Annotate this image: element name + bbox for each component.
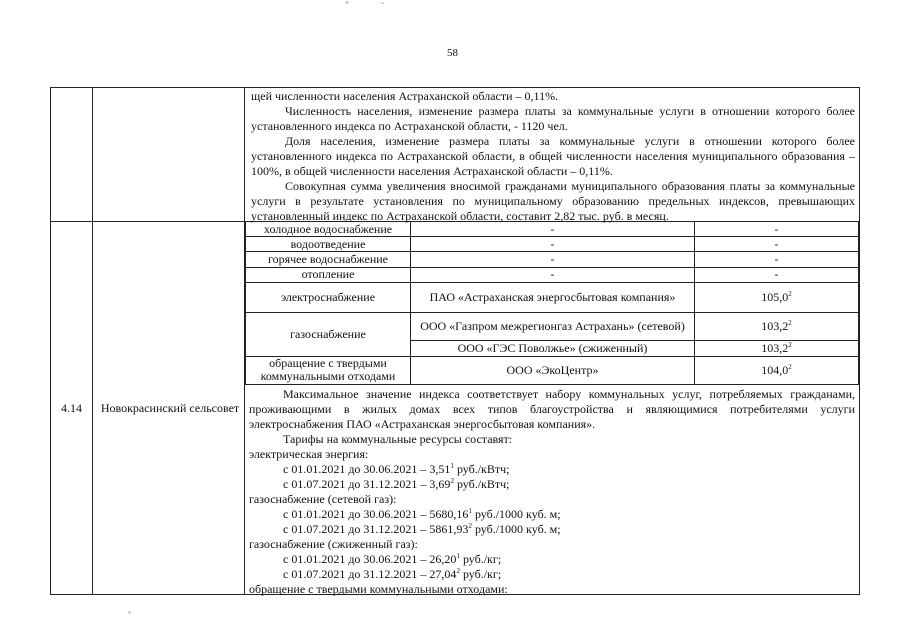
service-row (246, 222, 859, 237)
row-number: 4.14 (61, 401, 82, 415)
tariff-group-title: газоснабжение (сетевой газ): (249, 492, 397, 506)
tariff-item (249, 507, 855, 522)
service-name: газоснабжение (246, 313, 411, 357)
service-provider: ООО «ГЭС Поволжье» (сжиженный) (411, 341, 695, 356)
service-name: водоотведение (246, 237, 411, 252)
tariff-item (249, 477, 855, 492)
service-row (246, 356, 859, 384)
tariff-item (249, 552, 855, 567)
service-provider: - (411, 237, 695, 252)
top-line-2: Доля населения, изменение размера платы за коммунальные услуги в отношении которого более установленного индекса по Астраханской области, в общей численности населения муниципального образования – 100%, в общей численности населения Астраханской области – 0,11%. (251, 134, 855, 178)
service-row (246, 267, 859, 282)
scan-speck (345, 1, 349, 4)
service-provider: ООО «Газпром межрегионгаз Астрахань» (сетевой) (411, 313, 695, 341)
service-index: - (695, 252, 859, 267)
service-index (695, 341, 859, 356)
footnote-mark: 2 (456, 567, 460, 575)
service-name: отопление (246, 267, 411, 282)
top-line-3: Совокупная сумма увеличения вносимой гражданами муниципального образования платы за коммунальные услуги в результате установления по муниципальному образованию предельных индексов, превышающих установленный индекс по Астраханской области, составит 2,82 тыс. руб. в месяц. (251, 179, 855, 223)
index-value: 104,0 (761, 362, 789, 377)
service-index (695, 356, 859, 384)
footnote-mark: 2 (788, 319, 792, 328)
scan-speck (381, 2, 384, 4)
footnote-mark: 1 (456, 552, 460, 560)
index-value: 105,0 (761, 289, 789, 304)
page-number: 58 (447, 47, 458, 59)
tariff-item-value: с 01.07.2021 до 31.12.2021 – 3,69 (283, 477, 451, 491)
tariff-item (249, 567, 855, 582)
tariff-item-value: с 01.01.2021 до 30.06.2021 – 5680,16 (283, 507, 469, 521)
footnote-mark: 1 (450, 462, 454, 470)
service-index: - (695, 237, 859, 252)
footnote-mark: 2 (788, 340, 792, 349)
bottom-cell-text (249, 387, 855, 597)
tariff-item (249, 462, 855, 477)
service-provider: - (411, 267, 695, 282)
top-line-0: щей численности населения Астраханской области – 0,11%. (251, 89, 559, 103)
tariff-group-title: газоснабжение (сжиженный газ): (249, 537, 418, 551)
footnote-mark: 2 (788, 362, 792, 371)
tariff-item-value: с 01.01.2021 до 30.06.2021 – 26,20 (283, 552, 457, 566)
top-line-1: Численность населения, изменение размера платы за коммунальные услуги в отношении которого более установленного индекса по Астраханской области, - 1120 чел. (251, 104, 855, 133)
tariff-item-value: с 01.07.2021 до 31.12.2021 – 5861,93 (283, 522, 469, 536)
services-table (245, 221, 859, 385)
footnote-mark: 2 (788, 289, 792, 298)
bottom-intro: Максимальное значение индекса соответствует набору коммунальных услуг, потребляемых гражданами, проживающими в жилых домах всех типов благоустройства и являющимися потребителями услуги электроснабжения ПАО «Астраханская энергосбытовая компания». (249, 387, 855, 431)
tariff-item-unit: руб./кВтч; (453, 477, 510, 491)
service-index (695, 282, 859, 312)
tariff-group-title: электрическая энергия: (249, 447, 369, 461)
index-value: 103,2 (761, 319, 789, 334)
tariff-item-value: с 01.01.2021 до 30.06.2021 – 3,51 (283, 462, 451, 476)
tariffs-heading: Тарифы на коммунальные ресурсы составят: (283, 432, 513, 446)
service-name: холодное водоснабжение (246, 222, 411, 237)
scan-speck (128, 611, 131, 614)
service-name: горячее водоснабжение (246, 252, 411, 267)
service-provider: ООО «ЭкоЦентр» (411, 356, 695, 384)
footnote-mark: 2 (450, 477, 454, 485)
main-table (50, 87, 860, 595)
tariff-item-unit: руб./кг; (459, 567, 502, 581)
tariff-group-title: обращение с твердыми коммунальными отходами: (249, 582, 508, 596)
service-index: - (695, 222, 859, 237)
municipality-name: Новокрасинский сельсовет (100, 401, 240, 415)
service-name: электроснабжение (246, 282, 411, 312)
column-divider-1 (92, 88, 93, 594)
service-provider: ПАО «Астраханская энергосбытовая компания» (411, 282, 695, 312)
service-index (695, 313, 859, 341)
tariff-item-unit: руб./1000 куб. м; (471, 507, 561, 521)
service-provider: - (411, 222, 695, 237)
service-name: обращение с твердыми коммунальными отходами (246, 356, 411, 384)
tariff-item-unit: руб./1000 куб. м; (471, 522, 561, 536)
index-value: 103,2 (761, 340, 789, 355)
tariff-item-unit: руб./кВтч; (453, 462, 510, 476)
service-row (246, 237, 859, 252)
tariff-item (249, 522, 855, 537)
tariff-item-value: с 01.07.2021 до 31.12.2021 – 27,04 (283, 567, 457, 581)
service-row (246, 252, 859, 267)
service-provider: - (411, 252, 695, 267)
service-row (246, 282, 859, 312)
service-row (246, 313, 859, 341)
footnote-mark: 2 (468, 522, 472, 530)
top-cell-text (251, 89, 855, 224)
tariff-item-unit: руб./кг; (459, 552, 502, 566)
footnote-mark: 1 (468, 507, 472, 515)
service-index: - (695, 267, 859, 282)
